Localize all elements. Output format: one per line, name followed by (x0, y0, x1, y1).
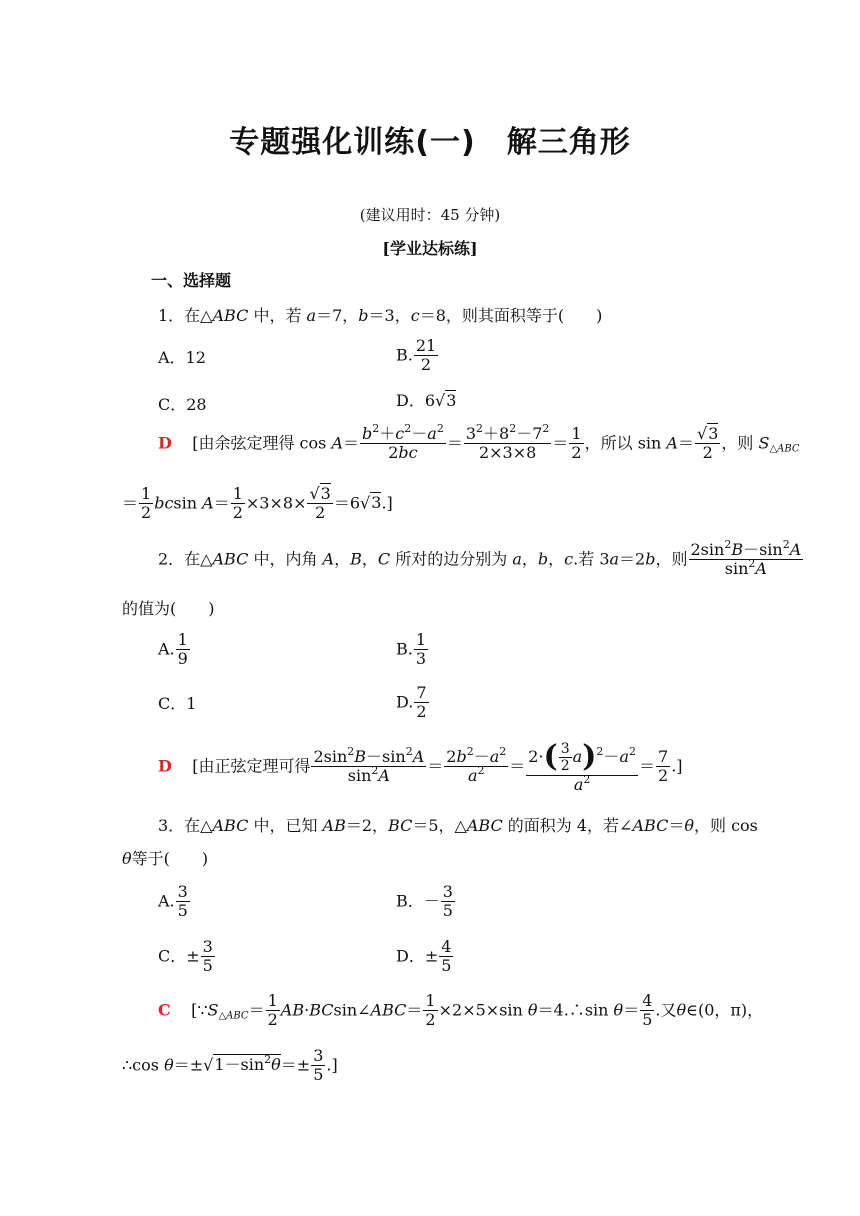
q3-option-a: A. $\frac{3}{5}$ (158, 882, 188, 921)
q1-stem-text: 1．在△ABC 中，若 a＝7，b＝3，c＝8，则其面积等于( ) (158, 306, 603, 325)
q1-solution-line1: D [由余弦定理得 cos A＝ $\frac{b^2+c^2-a^2}{2bc}$ ＝ $\frac{3^2+8^2-7^2}{2\times 3\times 8}$ ＝ $\frac{1}{2}$ ，所以 sin A＝ $\frac{√3}{2}$ ，则 $S_{\triangle ABC}$ (158, 422, 800, 463)
q2-option-a: A. $\frac{1}{9}$ (158, 630, 188, 669)
time-note: (建议用时：45 分钟) (359, 206, 501, 224)
page-title: 专题强化训练(一) 解三角形 (229, 125, 631, 160)
q3-option-b: B．－ $\frac{3}{5}$ (396, 882, 453, 921)
q3-option-c: C．± $\frac{3}{5}$ (158, 937, 213, 976)
q1-option-d: D．6√3 (396, 391, 457, 410)
q1-option-c: C．28 (158, 395, 207, 414)
q3-stem-tail: θ等于( ) (122, 849, 209, 868)
q2-answer: D (158, 756, 172, 776)
q1-answer: D (158, 433, 172, 453)
part-heading: 一、选择题 (151, 271, 232, 290)
q2-option-b: B. $\frac{1}{3}$ (396, 630, 427, 669)
q2-solution: D [由正弦定理可得 $\frac{2\sin^2B-\sin^2A}{\sin^2A}$ ＝ $\frac{2b^2-a^2}{a^2}$ ＝ 2·( $\frac{3}{2}$ $a)^2-a^2$ $a^2$ ＝ $\frac{7}{2}$ .] (158, 739, 683, 794)
q2-option-c: C．1 (158, 694, 197, 713)
q3-solution-line2: ∴cos $\theta=\pm√1-\sin^2\theta=\pm$ $\frac{3}{5}$ .] (122, 1046, 338, 1085)
q3-answer: C (158, 1000, 171, 1020)
q1-solution-line2: ＝ $\frac{1}{2}$ bcsin A＝ $\frac{1}{2}$ ×3×8× $\frac{√3}{2}$ ＝6√3.] (122, 484, 393, 523)
q2-option-d: D. $\frac{7}{2}$ (396, 683, 427, 722)
q3-option-d: D．± $\frac{4}{5}$ (396, 937, 452, 976)
question-3-stem: 3．在△ABC 中，已知 AB＝2，BC＝5，△ABC 的面积为 4，若∠ABC＝θ，则 cos (158, 816, 758, 835)
question-2-stem: 2．在△ABC 中，内角 A，B，C 所对的边分别为 a，b，c.若 3a＝2b，则 $\frac{2\sin^2B-\sin^2A}{\sin^2A}$ (158, 538, 802, 579)
q1-option-a: A．12 (158, 348, 206, 367)
section-tag: [学业达标练] (382, 239, 478, 258)
question-1-stem (158, 308, 602, 324)
q1-option-b: B. $\frac{21}{2}$ (396, 336, 437, 375)
q2-stem-tail: 的值为( ) (122, 599, 215, 618)
q3-solution-line1: C [$\because S_{\triangle ABC}=$ $\frac{1}{2}$ AB·BCsin∠ABC＝ $\frac{1}{2}$ ×2×5×sin θ＝4.∴sin θ＝ $\frac{4}{5}$ .又θ∈(0，π)， (158, 991, 764, 1030)
